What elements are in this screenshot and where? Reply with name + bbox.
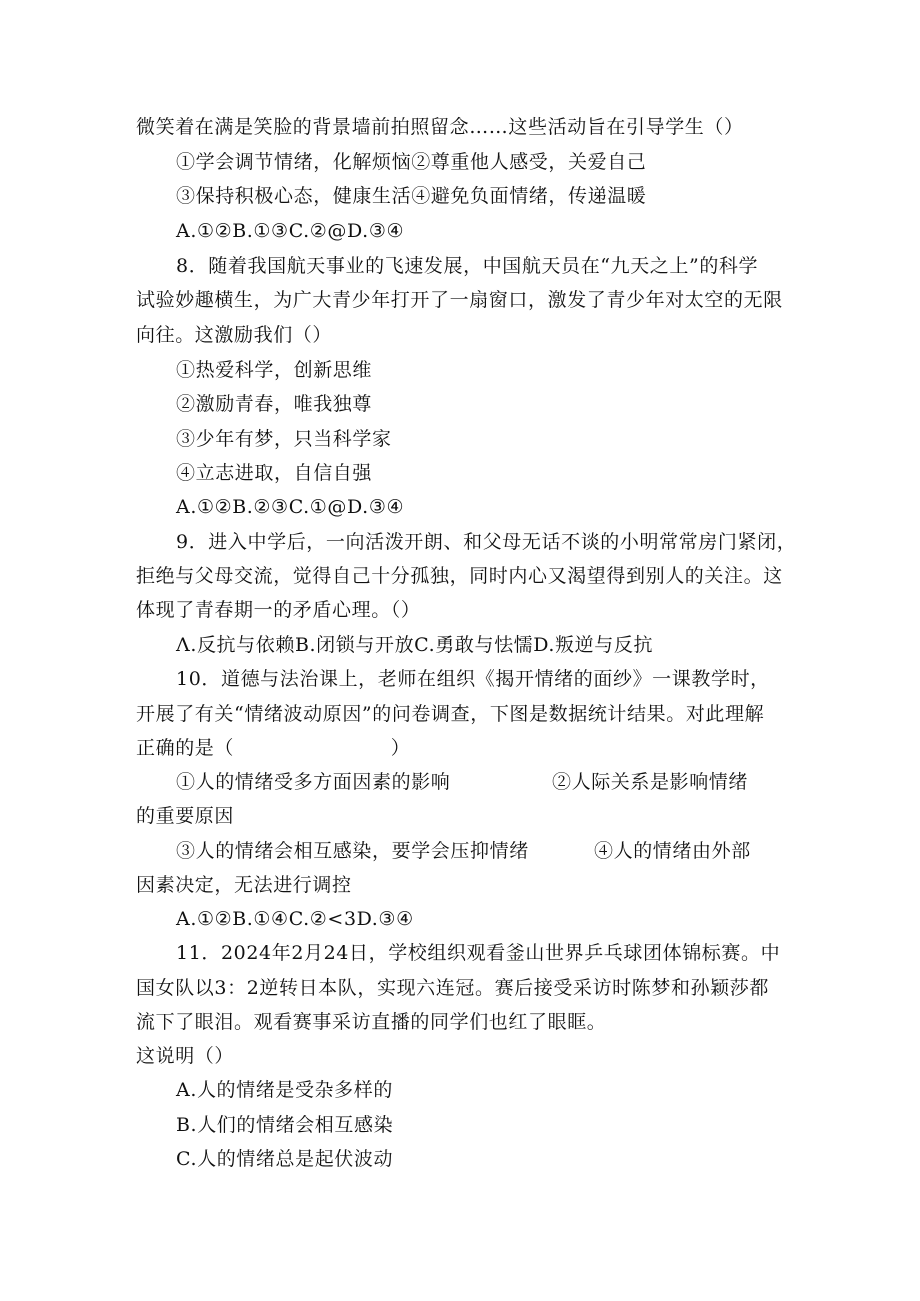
q11-stem-line-2: 国女队以3：2逆转日本队，实现六连冠。赛后接受采访时陈梦和孙颖莎都 <box>136 977 769 999</box>
q11-option-c: C.人的情绪总是起伏波动 <box>176 1148 394 1170</box>
q11-option-a: A.人的情绪是受杂多样的 <box>176 1079 393 1101</box>
q10-option-4-part-b: 因素决定，无法进行调控 <box>136 874 352 896</box>
q8-option-2: ②激励青春，唯我独尊 <box>176 393 373 415</box>
q9-stem-line-2: 拒绝与父母交流，觉得自己十分孤独，同时内心又渴望得到别人的关注。这 <box>136 565 783 587</box>
q10-option-3: ③人的情绪会相互感染，要学会压抑情绪 <box>176 840 529 862</box>
q8-answer-choices: A.①②B.②③C.①@D.③④ <box>176 496 405 518</box>
q11-stem-line-1: 11．2024年2月24日，学校组织观看釜山世界乒乓球团体锦标赛。中 <box>176 942 781 964</box>
q7-options-line-1: ①学会调节情绪，化解烦恼②尊重他人感受，关爱自己 <box>176 151 647 173</box>
q10-stem-line-2: 开展了有关“情绪波动原因”的问卷调查，下图是数据统计结果。对此理解 <box>136 703 765 725</box>
q9-stem-line-1: 9．进入中学后，一向活泼开朗、和父母无话不谈的小明常常房门紧闭， <box>176 531 797 553</box>
q8-stem-line-3: 向往。这激励我们（） <box>136 324 333 346</box>
q8-option-3: ③少年有梦，只当科学家 <box>176 428 392 450</box>
q8-stem-line-1: 8．随着我国航天事业的飞速发展，中国航天员在“九天之上”的科学 <box>176 255 759 277</box>
q11-stem-line-3: 流下了眼泪。观看赛事采访直播的同学们也红了眼眶。 <box>136 1011 607 1033</box>
q11-option-b: B.人们的情绪会相互感染 <box>176 1114 394 1136</box>
q7-options-line-2: ③保持积极心态，健康生活④避免负面情绪，传递温暖 <box>176 185 647 207</box>
q7-stem-tail: 微笑着在满是笑脸的背景墙前拍照留念……这些活动旨在引导学生（） <box>136 116 744 138</box>
q8-option-4: ④立志进取，自信自强 <box>176 462 373 484</box>
q10-option-2-part-a: ②人际关系是影响情绪 <box>552 771 749 793</box>
q10-answer-choices: A.①②B.①④C.②<3D.③④ <box>176 908 414 930</box>
q11-stem-line-4: 这说明（） <box>136 1045 235 1067</box>
q10-stem-line-1: 10．道德与法治课上，老师在组织《揭开情绪的面纱》一课教学时， <box>176 668 770 690</box>
q8-stem-line-2: 试验妙趣横生，为广大青少年打开了一扇窗口，激发了青少年对太空的无限 <box>136 289 783 311</box>
q10-option-1-part-a: ①人的情绪受多方面因素的影响 <box>176 771 451 793</box>
q10-stem-line-3: 正确的是（ ） <box>136 737 411 759</box>
q7-answer-choices: A.①②B.①③C.②@D.③④ <box>176 220 405 242</box>
q10-option-4-part-a: ④人的情绪由外部 <box>594 840 751 862</box>
q10-option-2-part-b: 的重要原因 <box>136 805 235 827</box>
q9-answer-choices: Λ.反抗与依赖B.闭锁与开放C.勇敢与怯懦D.叛逆与反抗 <box>176 634 654 656</box>
q9-stem-line-3: 体现了青春期一的矛盾心理。（） <box>136 599 421 621</box>
q8-option-1: ①热爱科学，创新思维 <box>176 359 373 381</box>
